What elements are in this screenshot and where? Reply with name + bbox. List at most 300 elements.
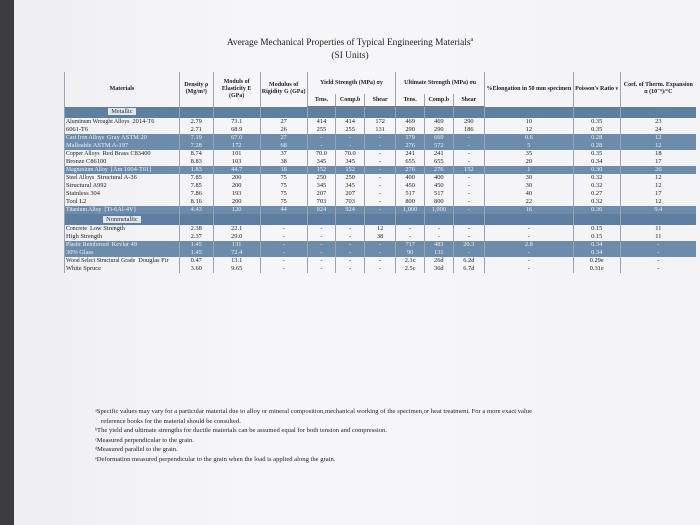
cell-ut: - [396, 225, 425, 233]
cell-ys: - [364, 257, 395, 265]
cell-nu: 0.31e [573, 265, 620, 273]
cell-us: 20.3 [453, 241, 484, 249]
material-grade: 30% Glass [66, 249, 94, 256]
cell-a: - [620, 249, 696, 257]
table-body [65, 107, 697, 274]
cell-density: 7.85 [179, 182, 213, 190]
cell-el: - [485, 225, 574, 233]
cell-ys: - [364, 134, 395, 142]
header-ult-comp: Comp.b [424, 94, 453, 107]
group-label: Steel Alloys [66, 175, 95, 181]
cell-yc: 255 [336, 126, 365, 134]
cell-g: 37 [260, 150, 307, 158]
cell-uc: 36d [424, 265, 453, 273]
header-ultimate: Ultimate Strength (MPa) σu [396, 72, 485, 94]
cell-g: - [260, 265, 307, 273]
cell-density: 7.85 [179, 174, 213, 182]
cell-g: 75 [260, 182, 307, 190]
material-grade: Structural A-36 [97, 174, 137, 181]
cell-us: - [453, 182, 484, 190]
cell-el: 16 [485, 206, 574, 214]
material-grade: [Am 1004-T61] [110, 166, 152, 173]
cell-yt: 70.0 [307, 150, 336, 158]
cell-density: 8.74 [179, 150, 213, 158]
cell-e: 172 [213, 142, 260, 150]
cell-g: 18 [260, 166, 307, 174]
cell-el: 5 [485, 142, 574, 150]
cell-us: - [453, 206, 484, 214]
cell-ys: - [364, 158, 395, 166]
cell-e: 13.1 [213, 257, 260, 265]
cell-density: 8.16 [179, 198, 213, 206]
cell-e: 101 [213, 150, 260, 158]
material-grade: Stainless 304 [66, 190, 100, 197]
cell-ys: - [364, 190, 395, 198]
cell-ut: 290 [396, 126, 425, 134]
header-elasticity: Moduls of Elasticity E (GPa) [213, 72, 260, 107]
cell-us: - [453, 174, 484, 182]
cell-uc: 572 [424, 142, 453, 150]
cell-ys: - [364, 166, 395, 174]
cell-nu: 0.15 [573, 225, 620, 233]
cell-ys: - [364, 150, 395, 158]
section-label: Metallic [108, 108, 135, 115]
cell-ys: 172 [364, 118, 395, 126]
cell-uc: 131 [424, 249, 453, 257]
cell-yc: - [336, 225, 365, 233]
cell-g: - [260, 249, 307, 257]
cell-ut: 2.5c [396, 265, 425, 273]
cell-e: 67.0 [213, 134, 260, 142]
cell-g: - [260, 233, 307, 241]
cell-yt: - [307, 249, 336, 257]
cell-ut: 276 [396, 166, 425, 174]
cell-ut: 655 [396, 158, 425, 166]
cell-a: 9.4 [620, 206, 696, 214]
page-subtitle: (SI Units) [331, 51, 369, 61]
cell-density: 2.37 [179, 233, 213, 241]
cell-a: 12 [620, 198, 696, 206]
cell-yt: 250 [307, 174, 336, 182]
cell-el: - [485, 257, 574, 265]
cell-a: 12 [620, 174, 696, 182]
cell-ys: - [364, 142, 395, 150]
cell-yc: 345 [336, 182, 365, 190]
material-grade: Gray ASTM 20 [107, 134, 147, 141]
cell-e: 22.1 [213, 225, 260, 233]
cell-g: 75 [260, 190, 307, 198]
material-name [65, 142, 180, 150]
group-label: Aluminum Wrought Alloys [66, 119, 130, 125]
cell-el: 10 [485, 118, 574, 126]
cell-g: - [260, 257, 307, 265]
material-name [65, 198, 180, 206]
cell-el: 30 [485, 182, 574, 190]
material-name [65, 249, 180, 257]
material-grade: Kevlar 49 [111, 241, 138, 248]
cell-density: 0.47 [179, 257, 213, 265]
cell-e: 120 [213, 206, 260, 214]
cell-nu: 0.32 [573, 182, 620, 190]
material-name [65, 190, 180, 198]
header-materials: Materials [65, 72, 180, 107]
cell-g: 26 [260, 126, 307, 134]
cell-uc: 669 [424, 134, 453, 142]
cell-uc: - [424, 233, 453, 241]
cell-density: 2.79 [179, 118, 213, 126]
material-name [65, 126, 180, 134]
cell-el: 1 [485, 166, 574, 174]
table-row [65, 265, 697, 273]
cell-density: 8.83 [179, 158, 213, 166]
material-name [65, 118, 180, 126]
cell-yc: 414 [336, 118, 365, 126]
table-row [65, 174, 697, 182]
material-grade: White Spruce [66, 265, 101, 272]
table-row [65, 118, 697, 126]
cell-a: 11 [620, 233, 696, 241]
cell-yc: - [336, 134, 365, 142]
cell-nu: 0.29e [573, 257, 620, 265]
cell-ut: 800 [396, 198, 425, 206]
table-row [65, 150, 697, 158]
cell-a: - [620, 241, 696, 249]
cell-yt: - [307, 225, 336, 233]
cell-density: 1.45 [179, 241, 213, 249]
cell-e: 193 [213, 190, 260, 198]
cell-us: 290 [453, 118, 484, 126]
cell-nu: 0.30 [573, 166, 620, 174]
table-row [65, 257, 697, 265]
header-elongation: %Elongation in 50 mm specimen [485, 72, 574, 107]
material-name [65, 166, 180, 174]
cell-nu: 0.35 [573, 126, 620, 134]
cell-density: 4.43 [179, 206, 213, 214]
material-name [65, 158, 180, 166]
header-rigidity: Modulus of Rigidity G (GPa) [260, 72, 307, 107]
cell-us: - [453, 158, 484, 166]
cell-nu: 0.28 [573, 142, 620, 150]
cell-ys: - [364, 249, 395, 257]
material-grade: Structural A992 [66, 182, 107, 189]
cell-e: 200 [213, 182, 260, 190]
cell-e: 68.9 [213, 126, 260, 134]
header-poisson: Poisson's Ratio ν [573, 72, 620, 107]
cell-ys: - [364, 182, 395, 190]
cell-yt: 207 [307, 190, 336, 198]
cell-uc: 800 [424, 198, 453, 206]
header-thermal: Coef. of Therm. Expansion α (10⁻⁶)/°C [620, 72, 696, 107]
cell-us: 186 [453, 126, 484, 134]
group-label: Wood Select Structural Grade [66, 258, 136, 264]
material-name [65, 225, 180, 233]
footnote: reference books for the material should be consulted. [101, 417, 241, 425]
footnote: ᵇThe yield and ultimate strengths for ductile materials can be assumed equal for both tension and compression. [95, 427, 387, 434]
cell-uc: 1,000 [424, 206, 453, 214]
table-row [65, 225, 697, 233]
material-grade: 6061-T6 [66, 126, 89, 133]
cell-yt: - [307, 134, 336, 142]
cell-uc: - [424, 225, 453, 233]
material-name [65, 150, 180, 158]
cell-el: - [485, 233, 574, 241]
cell-yc: - [336, 233, 365, 241]
group-label: Plastic Reinforced [66, 242, 109, 248]
cell-density: 7.86 [179, 190, 213, 198]
table-row [65, 241, 697, 249]
cell-e: 103 [213, 158, 260, 166]
header-yield-shear: Shear [364, 94, 395, 107]
cell-us: - [453, 198, 484, 206]
cell-e: 200 [213, 174, 260, 182]
cell-el: 30 [485, 174, 574, 182]
cell-a: 12 [620, 134, 696, 142]
header-yield-comp: Comp.b [336, 94, 365, 107]
cell-yt: - [307, 233, 336, 241]
header-ult-shear: Shear [453, 94, 484, 107]
cell-el: 0.6 [485, 134, 574, 142]
cell-ut: 469 [396, 118, 425, 126]
material-grade: 2014-T6 [132, 118, 155, 125]
cell-yt: 345 [307, 182, 336, 190]
cell-g: - [260, 225, 307, 233]
table-row [65, 158, 697, 166]
cell-yt: 703 [307, 198, 336, 206]
cell-a: 11 [620, 225, 696, 233]
cell-yt: 924 [307, 206, 336, 214]
cell-g: 68 [260, 142, 307, 150]
cell-g: - [260, 241, 307, 249]
cell-ut: 400 [396, 174, 425, 182]
cell-ut: 241 [396, 150, 425, 158]
cell-uc: 450 [424, 182, 453, 190]
cell-ys: - [364, 198, 395, 206]
cell-a: 23 [620, 118, 696, 126]
cell-uc: 517 [424, 190, 453, 198]
section-row [65, 214, 697, 225]
cell-nu: 0.34 [573, 241, 620, 249]
cell-us: - [453, 134, 484, 142]
cell-us: - [453, 249, 484, 257]
cell-density: 2.38 [179, 225, 213, 233]
table-row [65, 166, 697, 174]
cell-us: - [453, 225, 484, 233]
cell-yc: - [336, 142, 365, 150]
table-row [65, 198, 697, 206]
cell-ut: 90 [396, 249, 425, 257]
cell-e: 44.7 [213, 166, 260, 174]
cell-ut: 517 [396, 190, 425, 198]
cell-yc: 250 [336, 174, 365, 182]
table-row [65, 206, 697, 214]
cell-ys: - [364, 174, 395, 182]
cell-a: 12 [620, 182, 696, 190]
material-name [65, 265, 180, 273]
material-grade: Red Brass C83400 [102, 150, 151, 157]
material-grade: Bronze C86100 [66, 158, 107, 165]
cell-a: - [620, 257, 696, 265]
cell-nu: 0.34 [573, 158, 620, 166]
cell-nu: 0.35 [573, 118, 620, 126]
cell-ys: - [364, 265, 395, 273]
cell-density: 7.19 [179, 134, 213, 142]
table-row [65, 233, 697, 241]
cell-yt: 345 [307, 158, 336, 166]
cell-nu: 0.32 [573, 174, 620, 182]
material-grade: Malleable ASTM A-197 [66, 142, 129, 149]
material-name [65, 174, 180, 182]
table-row [65, 142, 697, 150]
cell-yc: - [336, 265, 365, 273]
cell-ut: 179 [396, 134, 425, 142]
properties-table [64, 72, 696, 273]
cell-density: 7.28 [179, 142, 213, 150]
cell-uc: 655 [424, 158, 453, 166]
cell-nu: 0.35 [573, 150, 620, 158]
cell-density: 2.71 [179, 126, 213, 134]
cell-el: - [485, 249, 574, 257]
header-yield-tens: Tens. [307, 94, 336, 107]
cell-yt: - [307, 257, 336, 265]
cell-uc: 290 [424, 126, 453, 134]
material-name [65, 233, 180, 241]
cell-yc: 924 [336, 206, 365, 214]
group-label: Magnesium Alloy [66, 167, 108, 173]
footnote: ᵈMeasured parallel to the grain. [95, 446, 178, 453]
cell-nu: 0.28 [573, 134, 620, 142]
cell-a: 12 [620, 142, 696, 150]
footnotes [95, 407, 695, 464]
cell-uc: 26d [424, 257, 453, 265]
cell-yt: 152 [307, 166, 336, 174]
cell-nu: 0.15 [573, 233, 620, 241]
cell-yc: - [336, 249, 365, 257]
header-yield: Yield Strength (MPa) σy [307, 72, 396, 94]
cell-us: - [453, 150, 484, 158]
cell-a: 26 [620, 166, 696, 174]
cell-a: - [620, 265, 696, 273]
group-label: Titanium Alloy [66, 207, 102, 213]
cell-el: 35 [485, 150, 574, 158]
table-row [65, 190, 697, 198]
cell-ys: - [364, 206, 395, 214]
cell-ut: 2.1c [396, 257, 425, 265]
cell-uc: 483 [424, 241, 453, 249]
cell-nu: 0.32 [573, 198, 620, 206]
cell-a: 17 [620, 158, 696, 166]
material-grade: [Ti-6Al-4V] [104, 206, 136, 213]
cell-a: 24 [620, 126, 696, 134]
material-grade: Tool L2 [66, 198, 87, 205]
cell-yt: 414 [307, 118, 336, 126]
cell-e: 131 [213, 241, 260, 249]
cell-el: 2.8 [485, 241, 574, 249]
cell-us: 6.7d [453, 265, 484, 273]
cell-us: - [453, 190, 484, 198]
table-row [65, 126, 697, 134]
cell-el: 22 [485, 198, 574, 206]
group-label: Cast Iron Alloys [66, 135, 105, 141]
material-name [65, 241, 180, 249]
cell-yc: - [336, 241, 365, 249]
cell-nu: 0.27 [573, 190, 620, 198]
cell-g: 38 [260, 158, 307, 166]
cell-e: 200 [213, 198, 260, 206]
cell-ut: - [396, 233, 425, 241]
cell-uc: 469 [424, 118, 453, 126]
table-row [65, 182, 697, 190]
material-name [65, 134, 180, 142]
header-density: Density ρ (Mg/m³) [179, 72, 213, 107]
cell-ys: - [364, 241, 395, 249]
material-name [65, 206, 180, 214]
cell-ut: 717 [396, 241, 425, 249]
cell-us: - [453, 233, 484, 241]
cell-a: 17 [620, 190, 696, 198]
cell-g: 27 [260, 118, 307, 126]
cell-us: 6.2d [453, 257, 484, 265]
cell-g: 75 [260, 198, 307, 206]
cell-nu: 0.36 [573, 206, 620, 214]
cell-uc: 400 [424, 174, 453, 182]
cell-density: 3.60 [179, 265, 213, 273]
section-row [65, 107, 697, 119]
cell-nu: 0.34 [573, 249, 620, 257]
group-label: Copper Alloys [66, 151, 100, 157]
section-label: Nonmetallic [103, 216, 141, 223]
cell-yc: - [336, 257, 365, 265]
cell-el: 12 [485, 126, 574, 134]
table-row [65, 249, 697, 257]
cell-ut: 450 [396, 182, 425, 190]
cell-e: 72.4 [213, 249, 260, 257]
cell-ys: 12 [364, 225, 395, 233]
cell-ut: 1,000 [396, 206, 425, 214]
material-name [65, 182, 180, 190]
cell-el: 20 [485, 158, 574, 166]
footnote: ᵉDeformation measured perpendicular to the grain when the load is applied along the grain. [95, 455, 336, 463]
cell-us: 152 [453, 166, 484, 174]
cell-e: 29.0 [213, 233, 260, 241]
cell-g: 75 [260, 174, 307, 182]
cell-density: 1.83 [179, 166, 213, 174]
cell-density: 1.45 [179, 249, 213, 257]
cell-yc: 703 [336, 198, 365, 206]
footnote: ᶜMeasured perpendicular to the grain. [95, 436, 194, 444]
material-grade: High Strength [66, 233, 103, 240]
cell-yc: 345 [336, 158, 365, 166]
cell-yt: - [307, 265, 336, 273]
cell-yt: - [307, 142, 336, 150]
cell-el: - [485, 265, 574, 273]
cell-ys: 131 [364, 126, 395, 134]
cell-el: 40 [485, 190, 574, 198]
cell-yt: - [307, 241, 336, 249]
cell-a: 18 [620, 150, 696, 158]
cell-ut: 276 [396, 142, 425, 150]
page-title: Average Mechanical Properties of Typical Engineering Materials$^a$ [226, 37, 474, 49]
cell-uc: 276 [424, 166, 453, 174]
cell-yt: 255 [307, 126, 336, 134]
cell-uc: 241 [424, 150, 453, 158]
cell-yc: 207 [336, 190, 365, 198]
group-label: Concrete [66, 226, 87, 232]
cell-yc: 152 [336, 166, 365, 174]
header-ult-tens: Tens. [396, 94, 425, 107]
table-row [65, 134, 697, 142]
material-grade: Low Strength [89, 225, 125, 232]
footnote: ᵃSpecific values may vary for a particular material due to alloy or mineral composition,mechanical working of the specimen,or heat treatment. For a more exact value [95, 408, 533, 415]
